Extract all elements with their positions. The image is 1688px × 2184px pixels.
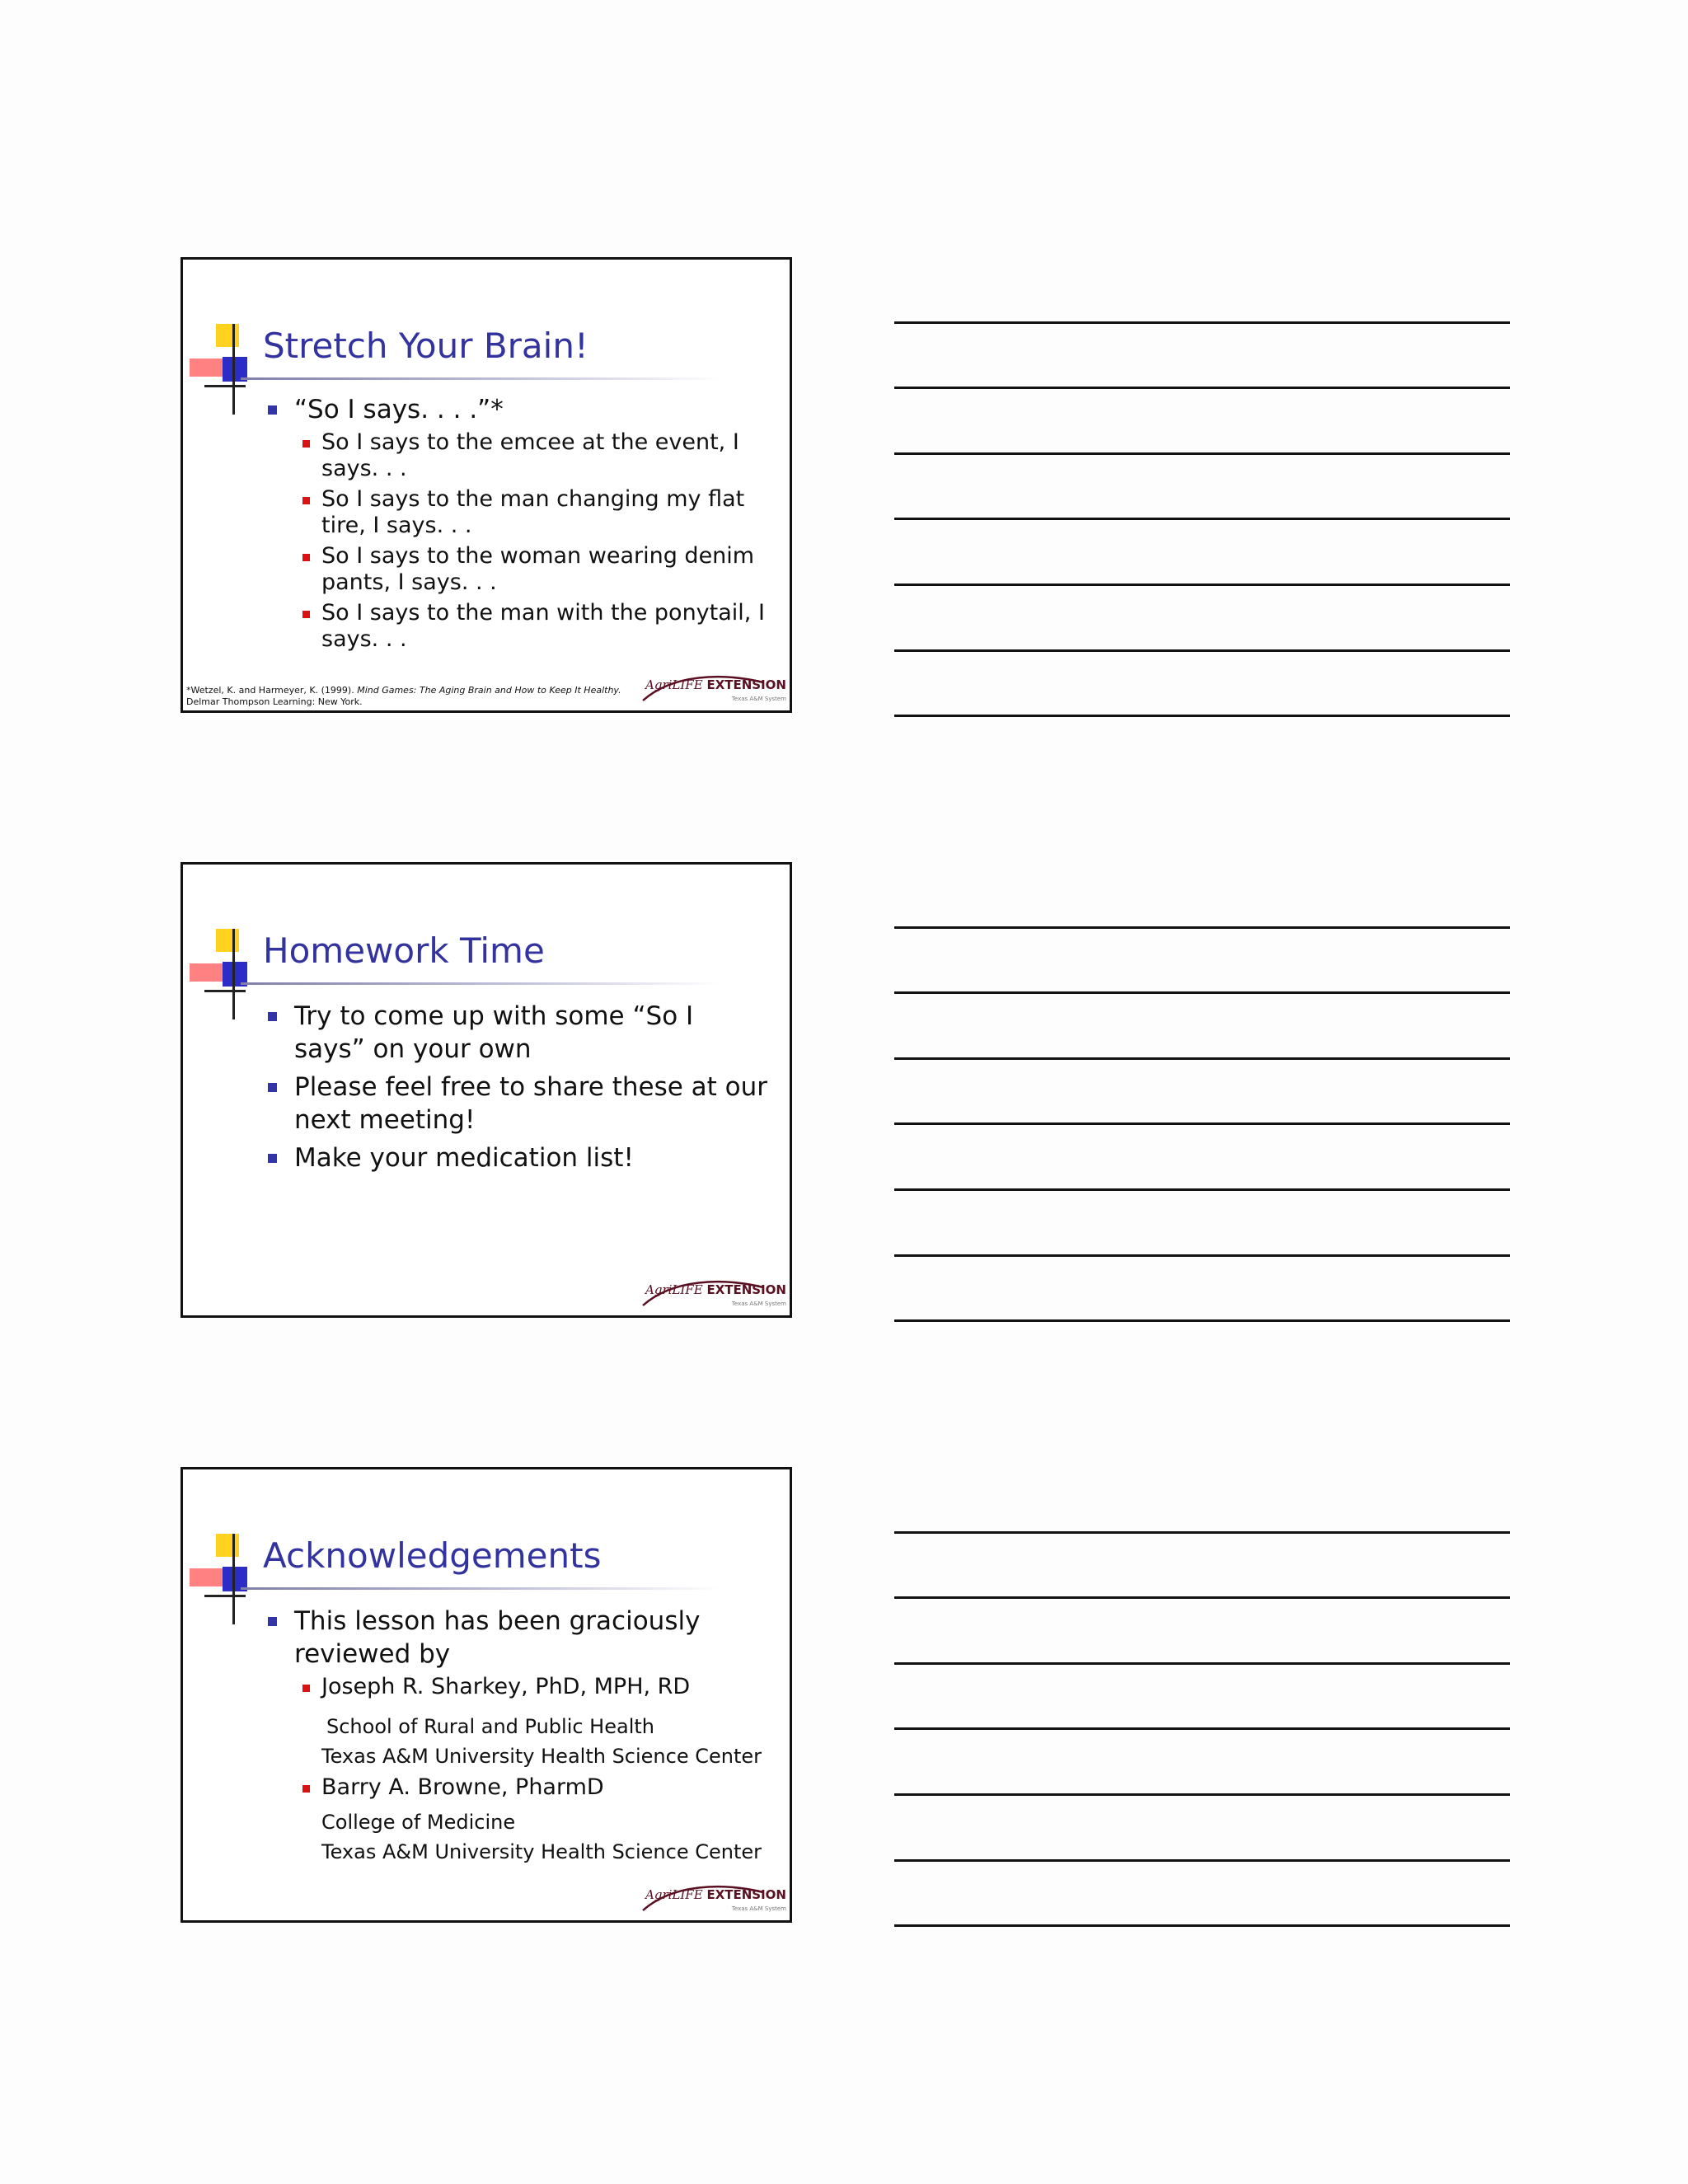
notes-line xyxy=(894,1531,1510,1534)
bullet-item: Please feel free to share these at our next meeting! xyxy=(294,1071,770,1137)
notes-line xyxy=(894,1793,1510,1796)
bullet-item: Try to come up with some “So I says” on your own xyxy=(294,1000,770,1066)
subbullet-item: So I says to the man with the ponytail, I says. . . xyxy=(321,600,770,653)
notes-line xyxy=(894,1859,1510,1862)
reviewer-name: Joseph R. Sharkey, PhD, MPH, RD xyxy=(321,1674,770,1700)
notes-line xyxy=(894,452,1510,455)
notes-line xyxy=(894,518,1510,520)
notes-line xyxy=(894,1122,1510,1125)
reviewer-name: Barry A. Browne, PharmD xyxy=(321,1774,770,1801)
notes-line xyxy=(894,387,1510,389)
reviewer-affiliation: School of Rural and Public Health xyxy=(326,1715,654,1738)
title-divider xyxy=(241,1587,719,1590)
slide-stretch-your-brain xyxy=(181,257,792,713)
subbullet-item: So I says to the emcee at the event, I says. . . xyxy=(321,429,770,482)
bullet-item: Make your medication list! xyxy=(294,1141,770,1174)
notes-line xyxy=(894,583,1510,586)
citation: *Wetzel, K. and Harmeyer, K. (1999). Mind Games: The Aging Brain and How to Keep It Healthy. Delmar Thompson Learning: New York. xyxy=(186,685,621,707)
notes-line xyxy=(894,1057,1510,1060)
slide-ornament-icon xyxy=(190,929,256,1019)
reviewer-institution: Texas A&M University Health Science Center xyxy=(321,1840,762,1863)
agrilife-extension-logo: AgriLIFE EXTENSION Texas A&M System xyxy=(640,1276,788,1312)
agrilife-extension-logo: AgriLIFE EXTENSION Texas A&M System xyxy=(640,1881,788,1917)
title-divider xyxy=(241,982,719,985)
slide-title: Acknowledgements xyxy=(263,1535,602,1576)
notes-line xyxy=(894,1662,1510,1665)
notes-line xyxy=(894,1254,1510,1257)
agrilife-extension-logo: AgriLIFE EXTENSION Texas A&M System xyxy=(640,671,788,707)
reviewer-institution: Texas A&M University Health Science Center xyxy=(321,1745,762,1768)
notes-line xyxy=(894,321,1510,324)
notes-line xyxy=(894,1924,1510,1927)
slide-title: Homework Time xyxy=(263,930,545,971)
slide-acknowledgements xyxy=(181,1467,792,1923)
notes-line xyxy=(894,926,1510,929)
bullet-item: “So I says. . . .”* xyxy=(294,393,770,426)
notes-line xyxy=(894,991,1510,994)
reviewer-affiliation: College of Medicine xyxy=(321,1811,516,1834)
notes-line xyxy=(894,715,1510,717)
notes-line xyxy=(894,649,1510,652)
title-divider xyxy=(241,377,719,380)
slide-ornament-icon xyxy=(190,1534,256,1624)
subbullet-item: So I says to the woman wearing denim pants, I says. . . xyxy=(321,543,770,596)
notes-line xyxy=(894,1188,1510,1191)
notes-line xyxy=(894,1727,1510,1730)
slide-homework-time xyxy=(181,862,792,1318)
slide-title: Stretch Your Brain! xyxy=(263,326,588,366)
slide-ornament-icon xyxy=(190,324,256,415)
subbullet-item: So I says to the man changing my flat tire, I says. . . xyxy=(321,486,770,539)
notes-line xyxy=(894,1319,1510,1322)
notes-line xyxy=(894,1596,1510,1599)
bullet-item: This lesson has been graciously reviewed by xyxy=(294,1605,770,1671)
